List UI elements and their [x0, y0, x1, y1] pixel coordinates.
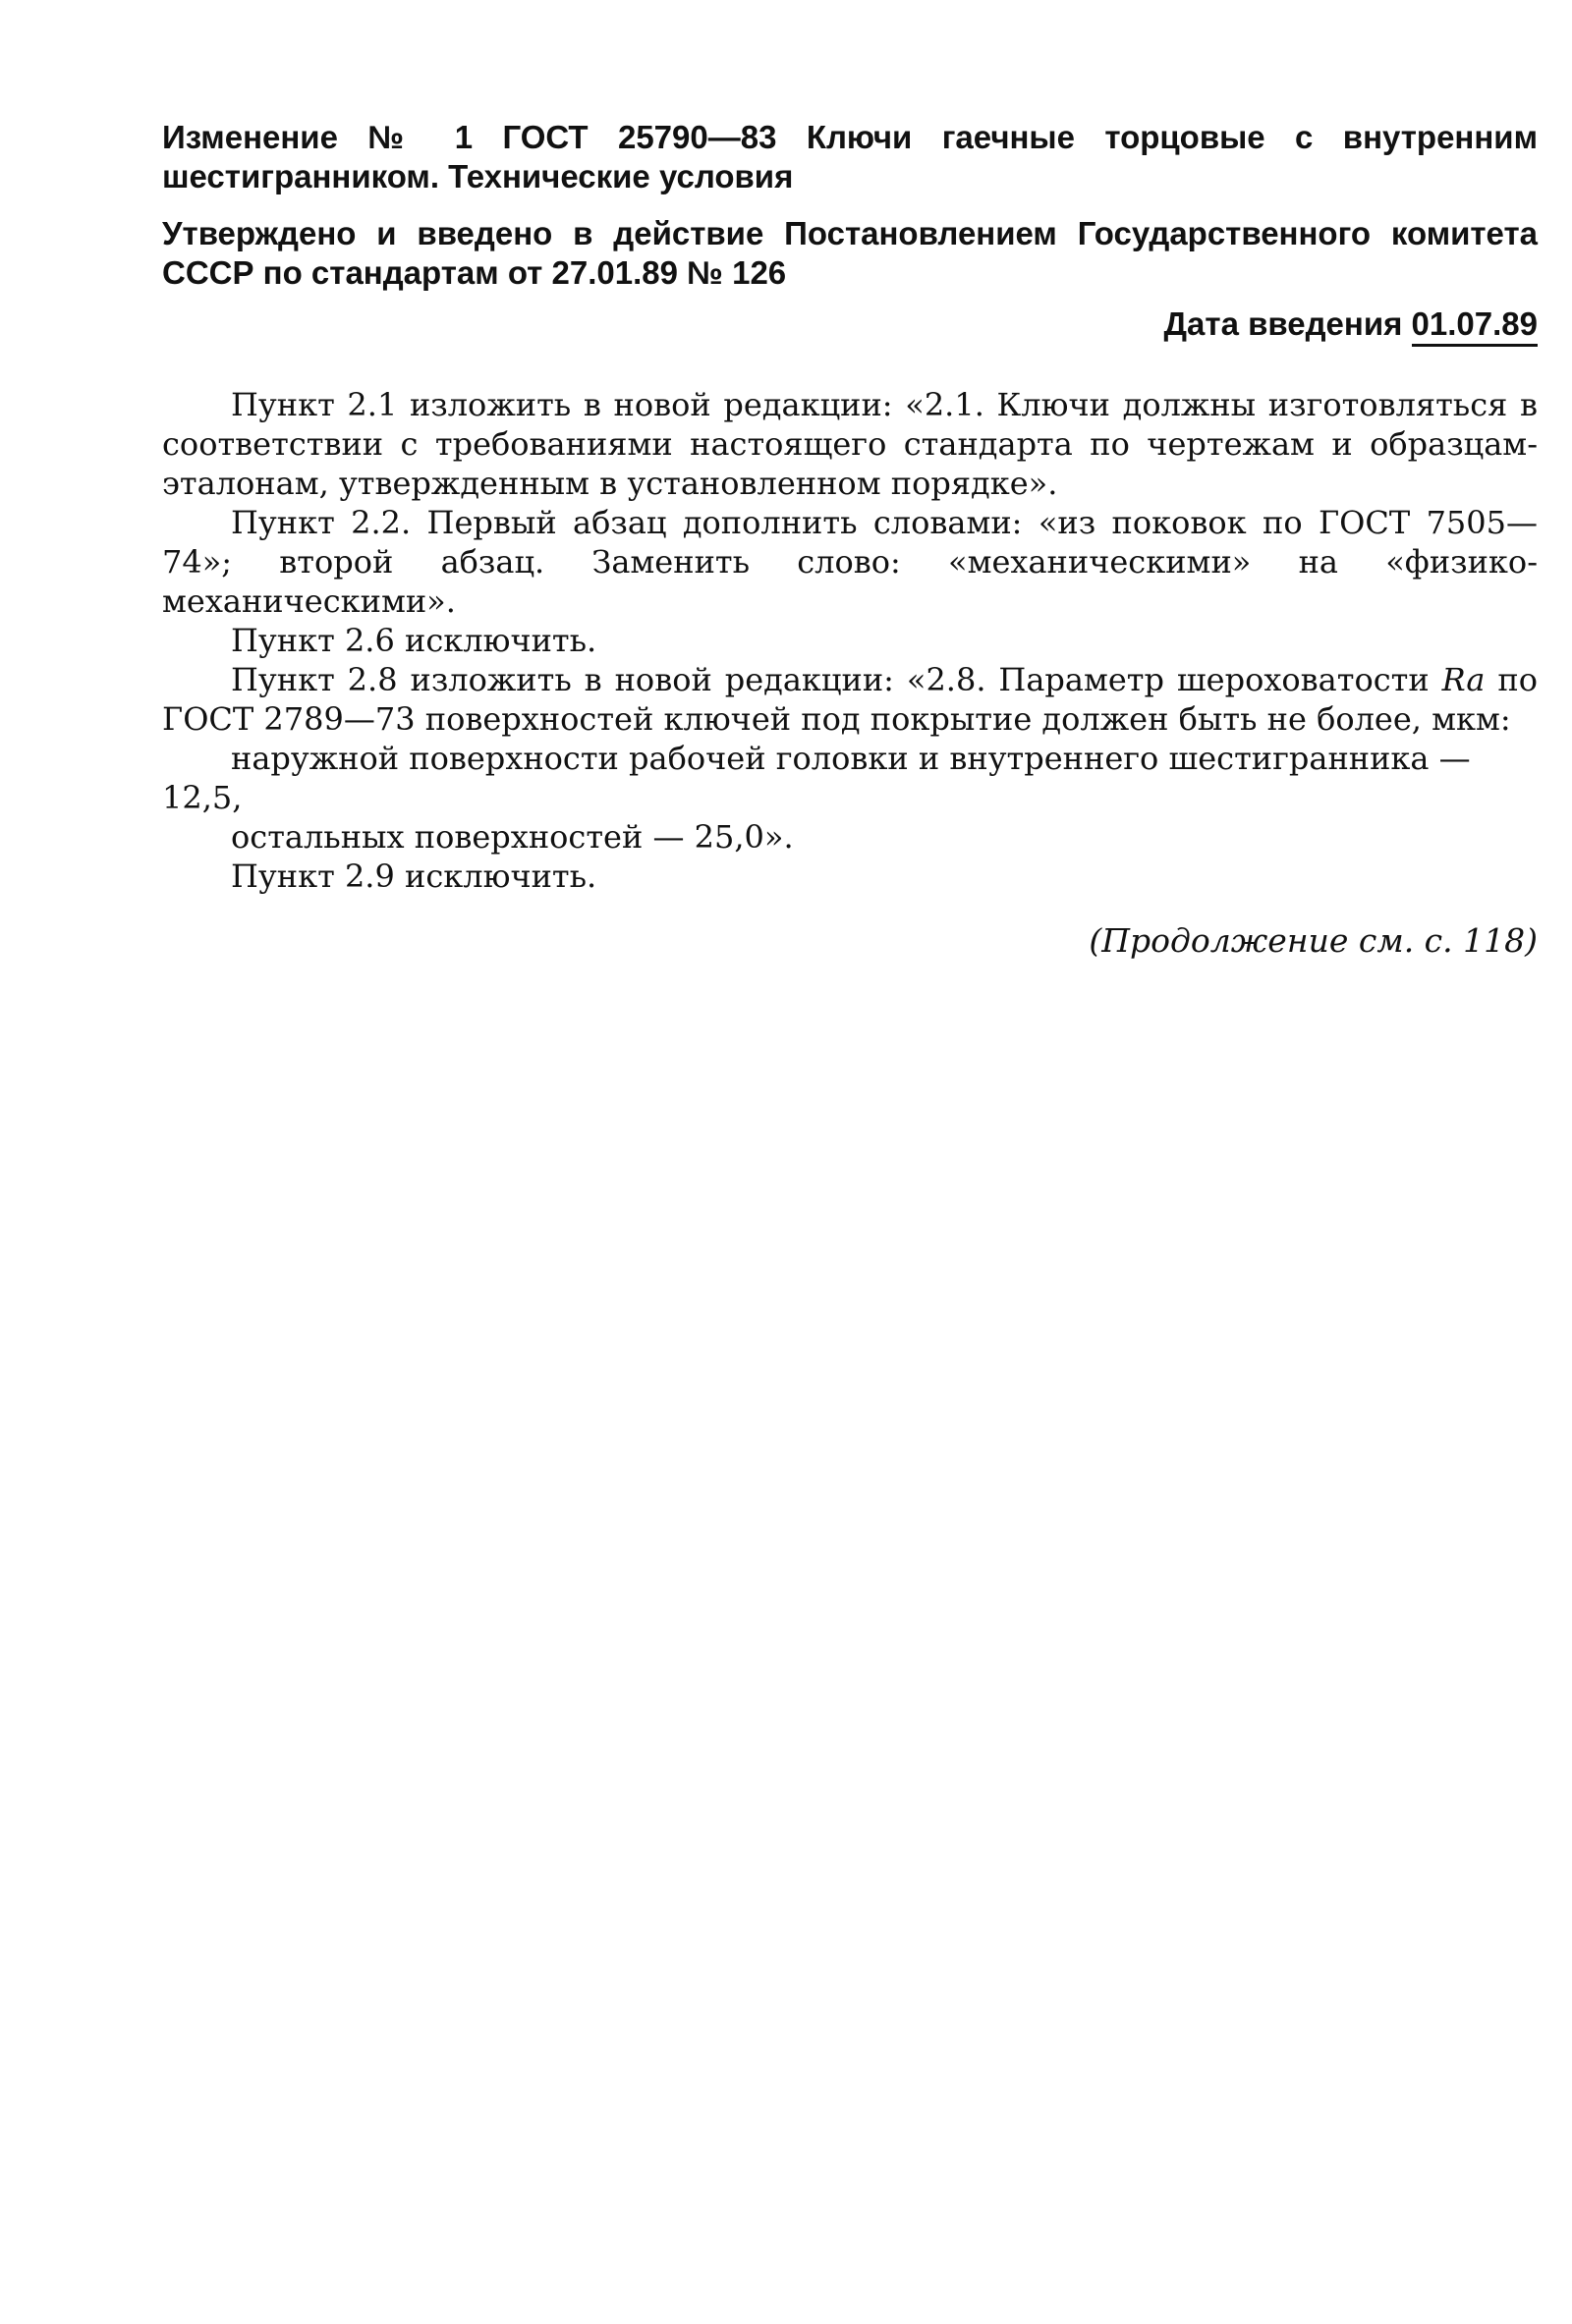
paragraph-2-8-item-other: остальных поверхностей — 25,0». — [231, 818, 794, 856]
effective-date-value: 01.07.89 — [1412, 305, 1538, 347]
approval-statement: Утверждено и введено в действие Постановлением Государственного комитета СССР по стандартам от 27.01.89 № 126 — [162, 215, 1538, 291]
continuation-note: (Продолжение см. с. 118) — [1089, 921, 1538, 960]
paragraph-2-6: Пункт 2.6 исключить. — [231, 622, 597, 659]
paragraph-2-8-item-outer: наружной поверхности рабочей головки и внутреннего шестигранника — 12,5, — [162, 740, 1471, 816]
paragraph-2-8-end: по ГОСТ 2789—73 поверхностей ключей под покрытие должен быть не более, мкм: — [162, 661, 1539, 738]
paragraph-2-1: Пункт 2.1 изложить в новой редакции: «2.1. Ключи должны изготовляться в соответствии с требованиями настоящего стандарта по чертежам и образцам-эталонам, утвержденным в установленном порядке». — [162, 386, 1538, 502]
amendment-title: Изменение № 1 ГОСТ 25790—83 Ключи гаечные торцовые с внутренним шестигранником. Технические условия — [162, 119, 1538, 194]
paragraph-2-2: Пункт 2.2. Первый абзац дополнить словами: «из поковок по ГОСТ 7505—74»; второй абзац. Заменить слово: «механическими» на «физико-механическими». — [162, 504, 1538, 620]
document-page — [162, 118, 1538, 993]
paragraph-2-8 — [162, 660, 1538, 739]
effective-date-label: Дата введения — [1163, 305, 1403, 342]
paragraph-2-9: Пункт 2.9 исключить. — [231, 858, 597, 895]
amendment-body — [162, 385, 1538, 896]
paragraph-2-8-start: Пункт 2.8 изложить в новой редакции: «2.8. Параметр шероховатости — [231, 661, 1442, 698]
effective-date-line — [162, 304, 1538, 344]
roughness-symbol: Ra — [1441, 661, 1486, 698]
